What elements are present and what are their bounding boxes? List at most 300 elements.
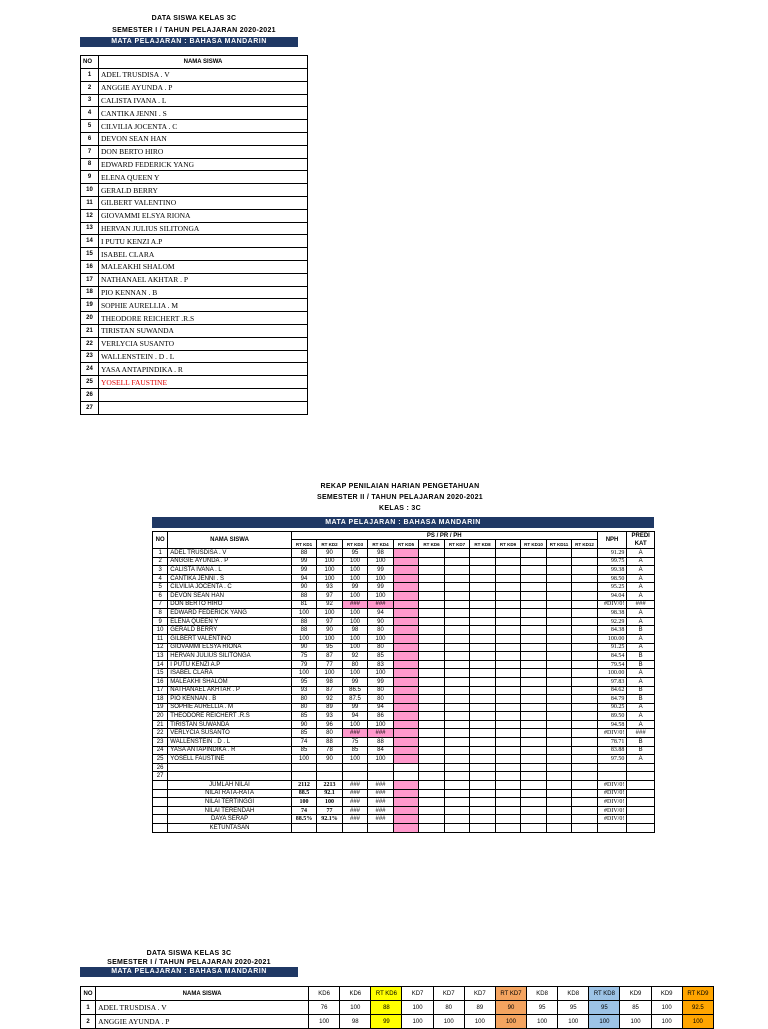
score-cell: 79 bbox=[291, 660, 317, 669]
score-cell bbox=[546, 626, 572, 635]
score-cell bbox=[393, 677, 419, 686]
row-number: 15 bbox=[81, 248, 99, 261]
summary-cell bbox=[546, 781, 572, 790]
score-cell bbox=[495, 695, 521, 704]
row-number: 2 bbox=[81, 1015, 96, 1029]
grade-row bbox=[153, 617, 655, 626]
row-number: 26 bbox=[153, 763, 168, 772]
student-name: CALISTA IVANA . L bbox=[168, 566, 291, 575]
student-name: YOSELL FAUSTINE bbox=[168, 755, 291, 764]
score-cell bbox=[495, 720, 521, 729]
score-cell bbox=[546, 772, 572, 781]
score-cell: 99 bbox=[342, 583, 368, 592]
summary-cell bbox=[470, 798, 496, 807]
nph-value: 95.25 bbox=[597, 583, 627, 592]
score-cell bbox=[470, 677, 496, 686]
score-cell: 87 bbox=[317, 652, 343, 661]
group-header: PS / PR / PH bbox=[291, 532, 597, 540]
predikat-value: A bbox=[627, 609, 655, 618]
score-cell bbox=[419, 772, 445, 781]
score-cell bbox=[521, 583, 547, 592]
row-number: 8 bbox=[153, 609, 168, 618]
summary-cell bbox=[572, 798, 598, 807]
score-cell bbox=[444, 720, 470, 729]
score-cell bbox=[470, 772, 496, 781]
score-cell bbox=[546, 583, 572, 592]
score-cell bbox=[546, 634, 572, 643]
score-cell bbox=[495, 763, 521, 772]
summary-cell: 2213 bbox=[317, 781, 343, 790]
score-cell: 100 bbox=[368, 634, 394, 643]
summary-cell bbox=[521, 806, 547, 815]
summary-cell bbox=[521, 798, 547, 807]
table-header-row bbox=[153, 532, 655, 540]
predikat-value: A bbox=[627, 617, 655, 626]
nph-value: 90.25 bbox=[597, 703, 627, 712]
summary-cell: ### bbox=[368, 789, 394, 798]
score-cell bbox=[521, 686, 547, 695]
score-cell: 100 bbox=[368, 720, 394, 729]
predikat-value: A bbox=[627, 634, 655, 643]
nph-value: 84.54 bbox=[597, 652, 627, 661]
summary-cell bbox=[521, 815, 547, 824]
row-number: 17 bbox=[153, 686, 168, 695]
score-cell: 100 bbox=[651, 1001, 682, 1015]
grade-row bbox=[153, 652, 655, 661]
score-cell bbox=[470, 583, 496, 592]
summary-empty bbox=[153, 798, 168, 807]
summary-predikat bbox=[627, 789, 655, 798]
score-cell bbox=[470, 600, 496, 609]
student-name: ISABEL CLARA bbox=[99, 248, 308, 261]
score-cell bbox=[546, 660, 572, 669]
score-cell bbox=[495, 660, 521, 669]
doc2-title: REKAP PENILAIAN HARIAN PENGETAHUAN bbox=[320, 483, 480, 490]
score-cell: 100 bbox=[342, 643, 368, 652]
summary-nph: #DIV/0! bbox=[597, 815, 627, 824]
student-name: PIO KENNAN . B bbox=[168, 695, 291, 704]
row-number: 15 bbox=[153, 669, 168, 678]
summary-cell: 92.1 bbox=[317, 789, 343, 798]
grade-row bbox=[153, 591, 655, 600]
row-number: 22 bbox=[81, 337, 99, 350]
score-cell bbox=[419, 686, 445, 695]
summary-cell bbox=[419, 789, 445, 798]
student-name: YASA ANTAPINDIKA . R bbox=[168, 746, 291, 755]
summary-cell bbox=[444, 815, 470, 824]
student-row bbox=[81, 158, 308, 171]
score-cell: 100 bbox=[291, 755, 317, 764]
doc3-subject-bar: MATA PELAJARAN : BAHASA MANDARIN bbox=[80, 967, 298, 977]
summary-nph: #DIV/0! bbox=[597, 806, 627, 815]
score-cell: 100 bbox=[317, 574, 343, 583]
score-cell: 94 bbox=[368, 703, 394, 712]
nph-value: 78.71 bbox=[597, 738, 627, 747]
score-row bbox=[81, 1015, 714, 1029]
score-cell: 100 bbox=[317, 669, 343, 678]
score-cell bbox=[521, 634, 547, 643]
grade-row bbox=[153, 600, 655, 609]
score-cell: 93 bbox=[317, 583, 343, 592]
score-cell bbox=[393, 652, 419, 661]
score-cell bbox=[419, 712, 445, 721]
score-cell: 99 bbox=[371, 1015, 402, 1029]
summary-label: NILAI RATA-RATA bbox=[168, 789, 291, 798]
row-number: 3 bbox=[153, 566, 168, 575]
score-cell bbox=[572, 686, 598, 695]
score-cell bbox=[444, 591, 470, 600]
score-cell bbox=[393, 746, 419, 755]
score-cell: 87 bbox=[317, 686, 343, 695]
student-name: CANTIKA JENNI . S bbox=[99, 107, 308, 120]
score-cell bbox=[419, 660, 445, 669]
score-cell: 80 bbox=[291, 695, 317, 704]
score-cell: 88 bbox=[291, 549, 317, 558]
score-cell bbox=[470, 626, 496, 635]
student-row bbox=[81, 312, 308, 325]
score-cell bbox=[419, 549, 445, 558]
predikat-value: A bbox=[627, 712, 655, 721]
score-cell bbox=[444, 738, 470, 747]
score-cell bbox=[419, 634, 445, 643]
summary-cell: ### bbox=[342, 806, 368, 815]
student-name bbox=[99, 388, 308, 401]
predikat-value: A bbox=[627, 549, 655, 558]
nph-value: 89.50 bbox=[597, 712, 627, 721]
score-cell bbox=[521, 660, 547, 669]
summary-empty bbox=[153, 781, 168, 790]
summary-cell bbox=[546, 824, 572, 833]
score-cell bbox=[419, 626, 445, 635]
row-number: 24 bbox=[153, 746, 168, 755]
col-kd-header: RT KD3 bbox=[342, 540, 368, 549]
score-cell: 99 bbox=[368, 566, 394, 575]
summary-cell: ### bbox=[342, 781, 368, 790]
score-cell bbox=[342, 763, 368, 772]
summary-cell bbox=[419, 824, 445, 833]
score-cell bbox=[572, 549, 598, 558]
score-cell bbox=[444, 755, 470, 764]
score-cell: 83 bbox=[368, 660, 394, 669]
score-cell: 100 bbox=[368, 574, 394, 583]
score-cell bbox=[444, 609, 470, 618]
score-cell bbox=[572, 677, 598, 686]
row-number: 17 bbox=[81, 273, 99, 286]
grade-row bbox=[153, 729, 655, 738]
score-cell: 93 bbox=[291, 686, 317, 695]
summary-cell bbox=[419, 798, 445, 807]
summary-cell bbox=[470, 824, 496, 833]
row-number: 5 bbox=[81, 120, 99, 133]
student-row bbox=[81, 299, 308, 312]
score-cell: 75 bbox=[291, 652, 317, 661]
score-cell: 99 bbox=[291, 566, 317, 575]
row-number: 3 bbox=[81, 94, 99, 107]
summary-cell bbox=[393, 789, 419, 798]
summary-cell bbox=[368, 824, 394, 833]
row-number: 1 bbox=[153, 549, 168, 558]
row-number: 14 bbox=[153, 660, 168, 669]
table-header-row bbox=[81, 987, 714, 1001]
student-name: TIRISTAN SUWANDA bbox=[99, 324, 308, 337]
doc2-grade-table bbox=[152, 531, 655, 833]
score-cell bbox=[393, 566, 419, 575]
score-cell: 78 bbox=[317, 746, 343, 755]
summary-cell bbox=[495, 789, 521, 798]
score-cell: 100 bbox=[342, 557, 368, 566]
score-cell bbox=[572, 763, 598, 772]
score-cell bbox=[393, 712, 419, 721]
score-cell bbox=[546, 677, 572, 686]
score-cell bbox=[521, 669, 547, 678]
grade-row bbox=[153, 626, 655, 635]
score-cell bbox=[495, 609, 521, 618]
col-kd-header: RT KD12 bbox=[572, 540, 598, 549]
row-number: 8 bbox=[81, 158, 99, 171]
nph-value: 92.29 bbox=[597, 617, 627, 626]
grade-row bbox=[153, 557, 655, 566]
score-cell bbox=[521, 738, 547, 747]
score-cell bbox=[572, 643, 598, 652]
score-cell bbox=[368, 763, 394, 772]
score-cell bbox=[546, 763, 572, 772]
summary-cell bbox=[419, 781, 445, 790]
score-cell: 95 bbox=[291, 677, 317, 686]
student-row bbox=[81, 401, 308, 414]
summary-cell: ### bbox=[342, 798, 368, 807]
score-cell bbox=[393, 600, 419, 609]
student-name: MALEAKHI SHALOM bbox=[99, 260, 308, 273]
score-cell bbox=[521, 617, 547, 626]
score-cell: 95 bbox=[589, 1001, 620, 1015]
row-number: 12 bbox=[81, 209, 99, 222]
score-cell bbox=[470, 669, 496, 678]
col-kd-header: RT KD9 bbox=[682, 987, 713, 1001]
summary-cell: 100 bbox=[317, 798, 343, 807]
score-cell bbox=[546, 609, 572, 618]
summary-cell bbox=[521, 824, 547, 833]
score-cell: ### bbox=[342, 600, 368, 609]
score-cell bbox=[393, 583, 419, 592]
score-cell bbox=[444, 634, 470, 643]
predikat-value: ### bbox=[627, 729, 655, 738]
summary-cell: 88.5% bbox=[291, 815, 317, 824]
summary-nph: #DIV/0! bbox=[597, 798, 627, 807]
score-cell: 80 bbox=[317, 729, 343, 738]
predikat-value: A bbox=[627, 677, 655, 686]
row-number: 25 bbox=[81, 376, 99, 389]
student-name: I PUTU KENZI A.P bbox=[168, 660, 291, 669]
score-cell bbox=[470, 712, 496, 721]
grade-row bbox=[153, 695, 655, 704]
summary-cell bbox=[495, 781, 521, 790]
nph-value bbox=[597, 763, 627, 772]
score-cell: 100 bbox=[342, 755, 368, 764]
score-cell bbox=[546, 591, 572, 600]
score-cell bbox=[291, 772, 317, 781]
student-name bbox=[99, 401, 308, 414]
score-cell bbox=[521, 720, 547, 729]
col-kd-header: RT KD10 bbox=[521, 540, 547, 549]
student-name: ISABEL CLARA bbox=[168, 669, 291, 678]
nph-value: 91.25 bbox=[597, 643, 627, 652]
row-number: 19 bbox=[81, 299, 99, 312]
score-cell bbox=[521, 755, 547, 764]
student-name: DEVON SEAN HAN bbox=[168, 591, 291, 600]
score-cell: 89 bbox=[464, 1001, 495, 1015]
grade-row bbox=[153, 643, 655, 652]
score-cell bbox=[419, 763, 445, 772]
score-cell bbox=[546, 695, 572, 704]
nph-value: 94.58 bbox=[597, 720, 627, 729]
summary-cell bbox=[317, 824, 343, 833]
score-cell bbox=[546, 549, 572, 558]
score-cell: 99 bbox=[291, 557, 317, 566]
col-name-header: NAMA SISWA bbox=[168, 532, 291, 549]
score-cell bbox=[444, 669, 470, 678]
score-cell: 100 bbox=[495, 1015, 526, 1029]
score-cell bbox=[521, 574, 547, 583]
score-cell: 100 bbox=[342, 591, 368, 600]
score-cell bbox=[470, 557, 496, 566]
score-cell bbox=[572, 652, 598, 661]
student-name: VERLYCIA SUSANTO bbox=[99, 337, 308, 350]
nph-value: 91.29 bbox=[597, 549, 627, 558]
score-cell: 100 bbox=[527, 1015, 558, 1029]
student-row bbox=[81, 286, 308, 299]
score-cell: 99 bbox=[368, 677, 394, 686]
score-cell bbox=[470, 609, 496, 618]
score-cell bbox=[393, 763, 419, 772]
nph-value: 84.38 bbox=[597, 626, 627, 635]
score-cell bbox=[495, 549, 521, 558]
col-kd-header: RT KD6 bbox=[419, 540, 445, 549]
score-cell bbox=[495, 557, 521, 566]
score-cell bbox=[470, 746, 496, 755]
col-kd-header: RT KD1 bbox=[291, 540, 317, 549]
score-cell: 100 bbox=[402, 1015, 433, 1029]
score-cell bbox=[470, 695, 496, 704]
predikat-value: A bbox=[627, 557, 655, 566]
summary-row bbox=[153, 798, 655, 807]
grade-row bbox=[153, 566, 655, 575]
grade-row bbox=[153, 677, 655, 686]
row-number: 6 bbox=[153, 591, 168, 600]
score-cell bbox=[444, 566, 470, 575]
summary-cell bbox=[419, 806, 445, 815]
nph-value: 94.04 bbox=[597, 591, 627, 600]
score-cell bbox=[572, 729, 598, 738]
student-row bbox=[81, 107, 308, 120]
summary-cell bbox=[393, 806, 419, 815]
predikat-value: A bbox=[627, 591, 655, 600]
predikat-value: A bbox=[627, 669, 655, 678]
score-cell bbox=[521, 712, 547, 721]
score-cell bbox=[572, 660, 598, 669]
score-cell bbox=[470, 738, 496, 747]
student-name: DEVON SEAN HAN bbox=[99, 132, 308, 145]
col-kd-header: KD6 bbox=[340, 987, 371, 1001]
summary-cell bbox=[546, 798, 572, 807]
score-cell bbox=[572, 557, 598, 566]
score-cell bbox=[572, 626, 598, 635]
student-name: ADEL TRUSDISA . V bbox=[168, 549, 291, 558]
student-row bbox=[81, 350, 308, 363]
summary-cell bbox=[495, 806, 521, 815]
student-name: THEODORE REICHERT .R.S bbox=[99, 312, 308, 325]
student-row bbox=[81, 376, 308, 389]
score-cell bbox=[495, 652, 521, 661]
score-cell: 85 bbox=[620, 1001, 651, 1015]
score-cell bbox=[521, 566, 547, 575]
score-cell bbox=[572, 738, 598, 747]
score-cell bbox=[495, 591, 521, 600]
col-predikat-header: PREDI KAT bbox=[627, 532, 655, 549]
score-cell bbox=[419, 643, 445, 652]
score-cell bbox=[444, 549, 470, 558]
col-kd-header: RT KD2 bbox=[317, 540, 343, 549]
score-cell bbox=[546, 652, 572, 661]
summary-cell bbox=[470, 815, 496, 824]
row-number: 7 bbox=[81, 145, 99, 158]
score-cell bbox=[495, 677, 521, 686]
col-no-header: NO bbox=[81, 987, 96, 1001]
score-cell: 100 bbox=[317, 634, 343, 643]
score-cell bbox=[470, 729, 496, 738]
grade-row bbox=[153, 549, 655, 558]
summary-row bbox=[153, 781, 655, 790]
grade-row bbox=[153, 763, 655, 772]
score-cell bbox=[317, 772, 343, 781]
student-name: ADEL TRUSDISA . V bbox=[99, 69, 308, 82]
score-cell bbox=[495, 643, 521, 652]
summary-row bbox=[153, 806, 655, 815]
score-cell bbox=[495, 634, 521, 643]
score-cell bbox=[572, 600, 598, 609]
score-cell: 100 bbox=[342, 617, 368, 626]
score-cell bbox=[495, 574, 521, 583]
score-cell: 100 bbox=[342, 669, 368, 678]
score-cell: 100 bbox=[340, 1001, 371, 1015]
score-row bbox=[81, 1001, 714, 1015]
grade-row bbox=[153, 738, 655, 747]
predikat-value: B bbox=[627, 626, 655, 635]
score-cell: 90 bbox=[291, 720, 317, 729]
summary-cell: ### bbox=[342, 815, 368, 824]
summary-cell bbox=[572, 824, 598, 833]
score-cell bbox=[572, 720, 598, 729]
score-cell: 88 bbox=[291, 626, 317, 635]
student-name: SOPHIE AURELLIA . M bbox=[168, 703, 291, 712]
score-cell: 100 bbox=[433, 1015, 464, 1029]
summary-cell bbox=[444, 798, 470, 807]
student-name: HERVAN JULIUS SILITONGA bbox=[99, 222, 308, 235]
score-cell bbox=[444, 583, 470, 592]
score-cell bbox=[572, 712, 598, 721]
student-name bbox=[168, 763, 291, 772]
nph-value: 84.62 bbox=[597, 686, 627, 695]
summary-cell bbox=[521, 789, 547, 798]
predikat-value: B bbox=[627, 660, 655, 669]
predikat-value: B bbox=[627, 746, 655, 755]
score-cell: 100 bbox=[342, 566, 368, 575]
score-cell: 98 bbox=[368, 549, 394, 558]
score-cell bbox=[419, 600, 445, 609]
score-cell bbox=[393, 695, 419, 704]
score-cell bbox=[546, 703, 572, 712]
score-cell: 90 bbox=[291, 643, 317, 652]
student-name: PIO KENNAN . B bbox=[99, 286, 308, 299]
